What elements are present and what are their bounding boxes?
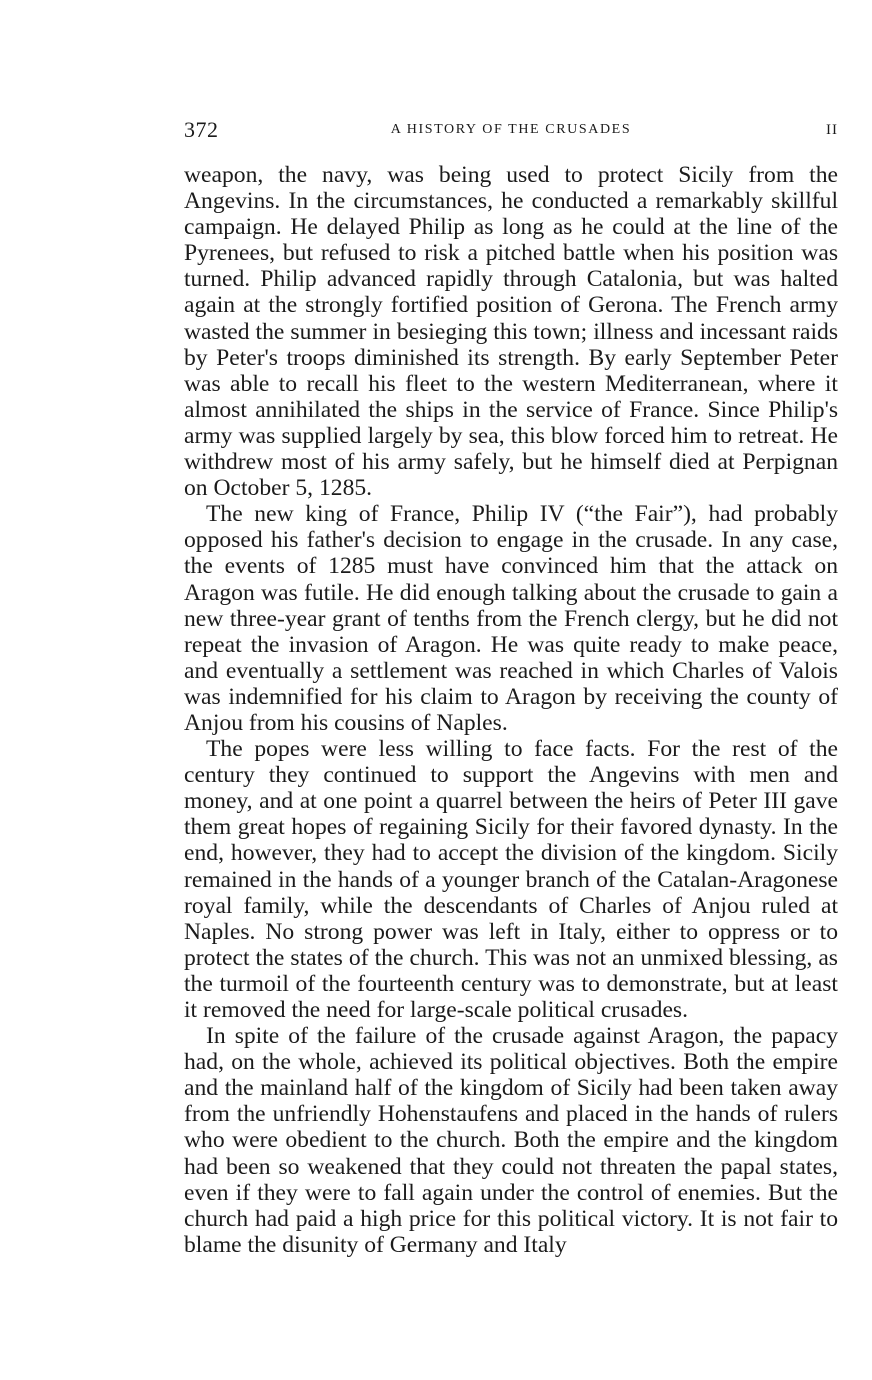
running-title: A HISTORY OF THE CRUSADES <box>390 122 632 137</box>
page-number: 372 <box>184 117 219 142</box>
paragraph: In spite of the failure of the crusade against Aragon, the papacy had, on the whole, achieved its political objectives. Both the empire and the mainland half of the kingdom of Sicily had been taken away from the unfriendly Hohenstaufens and placed in the hands of rulers who were obedient to the church. Both the empire and the kingdom had been so weakened that they could not threaten the papal states, even if they were to fall again under the control of enemies. But the church had paid a high price for this political victory. It is not fair to blame the disunity of Germany and Italy <box>184 1023 838 1258</box>
body-text <box>184 162 838 1258</box>
volume-number: II <box>826 122 838 138</box>
running-head <box>184 116 838 144</box>
paragraph-continued: weapon, the navy, was being used to protect Sicily from the Angevins. In the circumstances, he conducted a remarkably skillful campaign. He delayed Philip as long as he could at the line of the Pyrenees, but refused to risk a pitched battle when his position was turned. Philip advanced rapidly through Catalonia, but was halted again at the strongly fortified position of Gerona. The French army wasted the summer in besieging this town; illness and incessant raids by Peter's troops diminished its strength. By early September Peter was able to recall his fleet to the western Mediterranean, where it almost annihilated the ships in the service of France. Since Philip's army was supplied largely by sea, this blow forced him to retreat. He withdrew most of his army safely, but he himself died at Perpignan on October 5, 1285. <box>184 162 838 502</box>
paragraph: The new king of France, Philip IV (“the Fair”), had probably opposed his father's decision to engage in the crusade. In any case, the events of 1285 must have convinced him that the attack on Aragon was futile. He did enough talking about the crusade to gain a new three-year grant of tenths from the French clergy, but he did not repeat the invasion of Aragon. He was quite ready to make peace, and eventually a settlement was reached in which Charles of Valois was indemnified for his claim to Aragon by receiving the county of Anjou from his cousins of Naples. <box>184 501 838 736</box>
paragraph: The popes were less willing to face facts. For the rest of the century they continued to support the Angevins with men and money, and at one point a quarrel between the heirs of Peter III gave them great hopes of regaining Sicily for their favored dynasty. In the end, however, they had to accept the division of the kingdom. Sicily remained in the hands of a younger branch of the Catalan-Aragonese royal family, while the descendants of Charles of Anjou ruled at Naples. No strong power was left in Italy, either to oppress or to protect the states of the church. This was not an unmixed blessing, as the turmoil of the fourteenth century was to demonstrate, but at least it removed the need for large-scale political crusades. <box>184 736 838 1023</box>
